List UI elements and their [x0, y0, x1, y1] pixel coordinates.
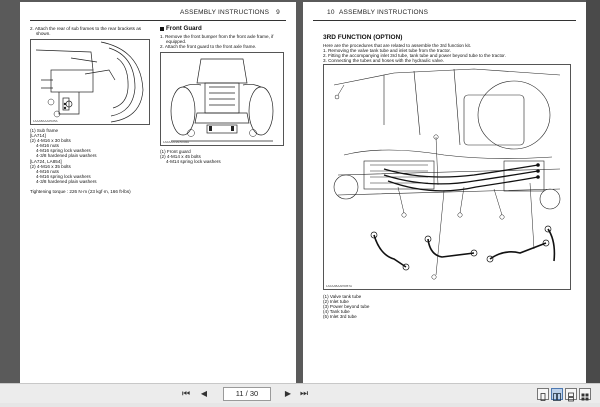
caption-line: (5) Inlet 3rd tube	[323, 314, 357, 319]
viewer-scrollbar[interactable]	[586, 0, 600, 383]
continuous-page-icon	[566, 392, 576, 402]
continuous-view-button[interactable]	[565, 388, 577, 400]
fit-view-button[interactable]	[579, 388, 591, 400]
page-header	[30, 8, 286, 21]
caption-line: (2) 4-M16 x 35 bolts	[30, 164, 71, 169]
figure-code: 1AAABAAAP025A	[33, 119, 58, 123]
section-bullet-icon	[160, 27, 164, 31]
front-guard-step-1-cont: equipped.	[166, 39, 187, 44]
caption-line: (2) 4-M16 x 30 bolts	[30, 138, 71, 143]
figure-code: 1AFAAANAP0004A	[163, 140, 190, 144]
page-number: 10	[327, 9, 335, 16]
figure-code: 1AFAABAAP0057A	[326, 284, 353, 288]
caption-line: 4-M16 nuts	[36, 169, 59, 174]
page-header	[313, 8, 576, 21]
caption-line: [LA724, LA854]	[30, 159, 62, 164]
previous-page-button[interactable]: ◀	[200, 389, 208, 398]
document-page-9	[20, 2, 296, 383]
fg-caption-line: (1) Front guard	[160, 149, 191, 154]
caption-line: (4) Tank tube	[323, 309, 350, 314]
caption-line: 4-3/8 hardened plain washers	[36, 179, 97, 184]
page-number: 9	[276, 9, 280, 16]
viewer-toolbar	[0, 383, 600, 403]
hydraulic-illustration	[323, 64, 571, 290]
single-page-icon	[538, 392, 548, 402]
front-guard-drawing	[161, 53, 283, 145]
sub-frame-illustration	[30, 39, 150, 125]
two-page-icon	[552, 392, 562, 402]
front-guard-illustration	[160, 52, 284, 146]
section-title: 3RD FUNCTION (OPTION)	[323, 34, 403, 41]
step-2-text: 2. Attach the rear of sub frames to the rear brackets as	[30, 26, 142, 31]
caption-line: 4-M16 spring lock washers	[36, 148, 91, 153]
caption-line: 4-M16 spring lock washers	[36, 174, 91, 179]
caption-line: (3) Power beyond tube	[323, 304, 370, 309]
front-guard-step-1: 1. Remove the front bumper from the front axle frame, if	[160, 34, 274, 39]
grid-view-icon	[580, 392, 590, 402]
two-page-view-button[interactable]	[551, 388, 563, 400]
next-page-button[interactable]: ▶	[284, 389, 292, 398]
caption-line: [LA714]	[30, 133, 46, 138]
caption-line: (1) Valve tank tube	[323, 294, 362, 299]
last-page-button[interactable]: ⏭	[299, 388, 309, 398]
caption-line: (2) Inlet tube	[323, 299, 349, 304]
caption-line: 4-M16 nuts	[36, 143, 59, 148]
caption-line: (1) Sub frame	[30, 128, 59, 133]
step-line: 1. Removing the valve tank tube and inlet tube from the tractor.	[323, 48, 451, 53]
first-page-button[interactable]: ⏮	[181, 388, 191, 398]
page-number-input[interactable]: 11 / 30	[223, 387, 271, 401]
caption-line: 4-3/8 hardened plain washers	[36, 153, 97, 158]
front-guard-step-2: 2. Attach the front guard to the front axle frame.	[160, 44, 257, 49]
viewer-left-margin	[0, 0, 20, 383]
fg-caption-line: (2) 4-M14 x 45 bolts	[160, 154, 201, 159]
single-page-view-button[interactable]	[537, 388, 549, 400]
document-page-10	[303, 2, 586, 383]
hydraulic-drawing	[324, 65, 570, 289]
step-line: 3. Connecting the tubes and hoses with the hydraulic valve.	[323, 58, 445, 63]
step-line: 2. Fitting the accompanying inlet 3rd tube, tank tube and power beyond tube to the tractor.	[323, 53, 506, 58]
intro-text: Here are the procedures that are related to assemble the 3rd function kit.	[323, 43, 472, 48]
fg-caption-line: 4-M14 spring lock washers	[166, 159, 221, 164]
header-title: ASSEMBLY INSTRUCTIONS	[339, 9, 429, 16]
front-guard-heading: Front Guard	[160, 26, 202, 32]
step-2-text-cont: shown.	[36, 31, 51, 36]
sub-frame-drawing	[31, 40, 149, 124]
torque-spec: Tightening torque : 226 N·m (23 kgf·m, 166 ft-lbs)	[30, 189, 131, 194]
header-title: ASSEMBLY INSTRUCTIONS	[180, 9, 270, 16]
